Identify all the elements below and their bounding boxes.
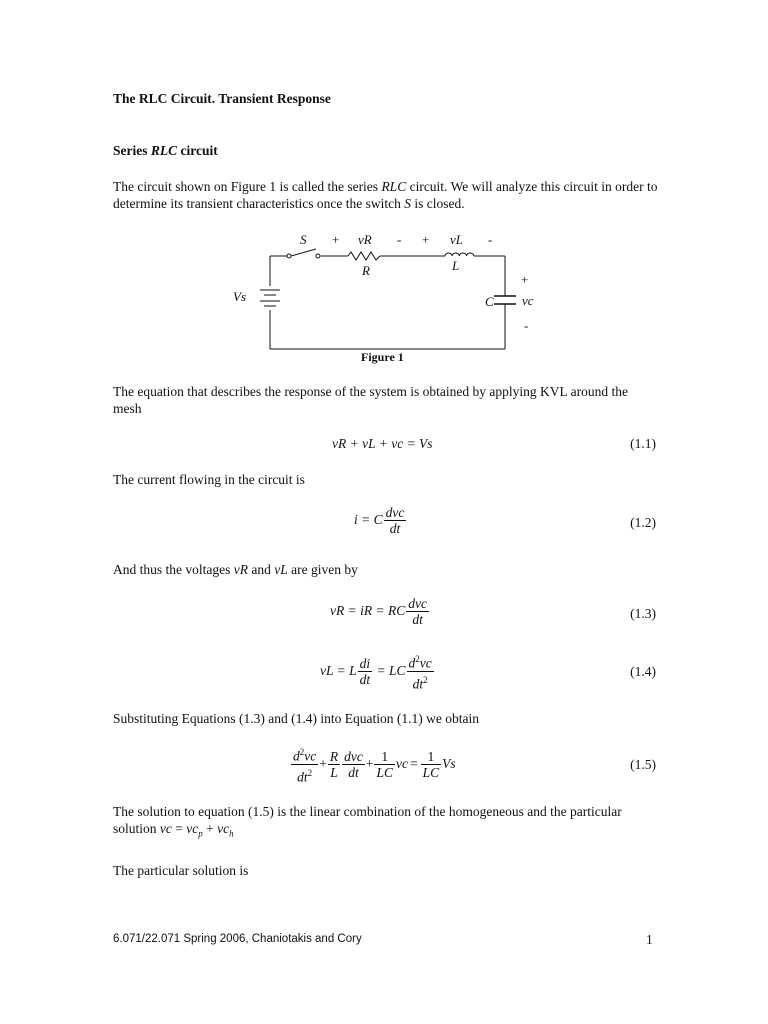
equation-1-2-lhs: i = C — [354, 512, 383, 528]
fraction-numerator: 1 — [374, 749, 395, 765]
switch-contact-right — [316, 254, 320, 258]
label-plus-l: + — [422, 232, 430, 247]
exponent-2: 2 — [307, 767, 313, 778]
exponent-2: 2 — [415, 654, 420, 664]
p1-part-e: is closed. — [411, 196, 465, 211]
equation-1-1 — [240, 436, 656, 456]
equals-sign: = — [409, 756, 418, 772]
footer-text: 6.071/22.071 Spring 2006, Chaniotakis and Cory — [113, 933, 362, 945]
plus-sign: + — [319, 756, 327, 772]
d-symbol: d — [408, 655, 416, 671]
fraction-denominator — [407, 672, 434, 693]
equation-1-5-fraction-1 — [291, 745, 318, 785]
p1-part-c: circuit. We will analyze this circuit in order to determine its transient characteristics once the switch — [113, 179, 658, 211]
fraction-denominator: dt — [348, 765, 359, 780]
equation-1-2-body — [354, 505, 407, 537]
label-vr: vR — [358, 232, 372, 247]
exponent-2: 2 — [423, 674, 428, 685]
equation-1-1-number: (1.1) — [630, 436, 656, 451]
p4-part-a: And thus the voltages — [113, 562, 234, 577]
p4-part-e: are given by — [287, 562, 358, 577]
fraction-numerator — [291, 745, 318, 765]
dt-symbol: dt — [412, 676, 424, 691]
label-minus-r: - — [397, 232, 402, 247]
vs-term: Vs — [442, 756, 456, 772]
equation-1-5 — [240, 745, 656, 785]
equation-1-4-body — [320, 652, 435, 692]
equation-1-5-fraction-2 — [328, 749, 340, 781]
voltages-paragraph — [113, 561, 658, 578]
fraction-numerator: R — [329, 749, 339, 764]
equation-1-4-mid: = LC — [373, 663, 406, 679]
equation-1-5-number: (1.5) — [630, 757, 656, 772]
label-vl: vL — [450, 232, 463, 247]
label-minus-c: - — [524, 318, 529, 333]
figure-caption: Figure 1 — [361, 350, 404, 364]
equation-1-3-number: (1.3) — [630, 606, 656, 621]
inductor-symbol — [445, 253, 474, 256]
section-heading-post: circuit — [177, 143, 218, 158]
p4-vl: vL — [274, 562, 288, 577]
equation-1-2 — [240, 505, 656, 541]
equation-1-2-number: (1.2) — [630, 515, 656, 530]
particular-paragraph: The particular solution is — [113, 863, 249, 878]
fraction-denominator — [291, 765, 318, 786]
fraction-numerator: di — [359, 656, 371, 671]
equation-1-4-fraction-2 — [407, 652, 434, 692]
document-title: The RLC Circuit. Transient Response — [113, 91, 331, 106]
d-symbol: d — [293, 748, 300, 764]
dt-symbol: dt — [297, 769, 308, 784]
substituting-paragraph: Substituting Equations (1.3) and (1.4) into Equation (1.1) we obtain — [113, 711, 479, 726]
vc-term: vc — [395, 756, 408, 772]
equation-1-5-fraction-3 — [342, 749, 365, 781]
circuit-figure — [220, 228, 540, 368]
label-r: R — [362, 263, 370, 278]
plus-sign: + — [365, 756, 374, 772]
fraction-numerator: dvc — [385, 505, 405, 520]
p6-vc: vc — [159, 821, 172, 836]
p6-subscript-h: h — [229, 828, 234, 839]
fraction-denominator: dt — [359, 672, 371, 687]
fraction-numerator — [407, 652, 434, 672]
label-vs: Vs — [233, 289, 246, 304]
fraction-denominator: L — [330, 765, 338, 780]
p6-vcp: vc — [186, 821, 199, 836]
p6-plus: + — [202, 821, 218, 836]
label-plus-r: + — [332, 232, 340, 247]
label-minus-l: - — [488, 232, 493, 247]
current-paragraph: The current flowing in the circuit is — [113, 472, 305, 487]
solution-paragraph — [113, 803, 658, 843]
equation-1-4 — [240, 652, 656, 690]
equation-1-3-fraction — [406, 596, 429, 628]
equation-1-5-fraction-5 — [421, 749, 442, 781]
p6-part-a: The solution to equation (1.5) is the linear combination of the homogeneous and the particular solution — [113, 804, 622, 836]
equation-1-3 — [240, 596, 656, 632]
p1-part-a: The circuit shown on Figure 1 is called the series — [113, 179, 382, 194]
p6-equals: = — [171, 821, 187, 836]
intro-paragraph — [113, 178, 658, 212]
exponent-2: 2 — [299, 747, 305, 757]
fraction-numerator: 1 — [421, 749, 442, 765]
p4-vr: vR — [233, 562, 248, 577]
p6-subscript-p: p — [198, 828, 203, 839]
vc-symbol: vc — [419, 655, 432, 671]
section-heading-pre: Series — [113, 143, 151, 158]
switch-contact-left — [287, 254, 291, 258]
fraction-numerator: dvc — [344, 749, 363, 764]
equation-1-4-number: (1.4) — [630, 664, 656, 679]
label-plus-c: + — [521, 272, 529, 287]
p1-rlc: RLC — [381, 179, 407, 194]
equation-1-3-body — [330, 596, 430, 628]
label-c: C — [485, 294, 494, 309]
equation-1-2-fraction — [384, 505, 407, 537]
p1-switch-s: S — [404, 196, 412, 211]
equation-1-4-fraction-1 — [358, 656, 373, 688]
kvl-paragraph: The equation that describes the response of the system is obtained by applying KVL around the mesh — [113, 384, 628, 416]
fraction-denominator: LC — [422, 765, 440, 780]
section-heading — [113, 143, 218, 159]
resistor-symbol — [348, 252, 380, 260]
fraction-denominator: dt — [412, 612, 423, 627]
equation-1-1-body: vR + vL + vc = Vs — [332, 436, 433, 451]
fraction-denominator: dt — [389, 521, 401, 536]
fraction-numerator: dvc — [408, 596, 427, 611]
vc-symbol: vc — [304, 748, 317, 764]
equation-1-5-fraction-4 — [374, 749, 395, 781]
label-vc: vc — [522, 293, 534, 308]
switch-blade — [291, 249, 316, 256]
p6-vch: vc — [217, 821, 230, 836]
page-number: 1 — [646, 932, 653, 947]
fraction-denominator: LC — [376, 765, 393, 780]
label-switch-s: S — [300, 232, 307, 247]
section-heading-rlc: RLC — [150, 143, 178, 158]
equation-1-4-lhs: vL = L — [320, 663, 357, 679]
label-l: L — [452, 258, 460, 273]
equation-1-5-body — [290, 745, 456, 785]
equation-1-3-lhs: vR = iR = RC — [330, 603, 406, 619]
p4-part-c: and — [248, 562, 275, 577]
